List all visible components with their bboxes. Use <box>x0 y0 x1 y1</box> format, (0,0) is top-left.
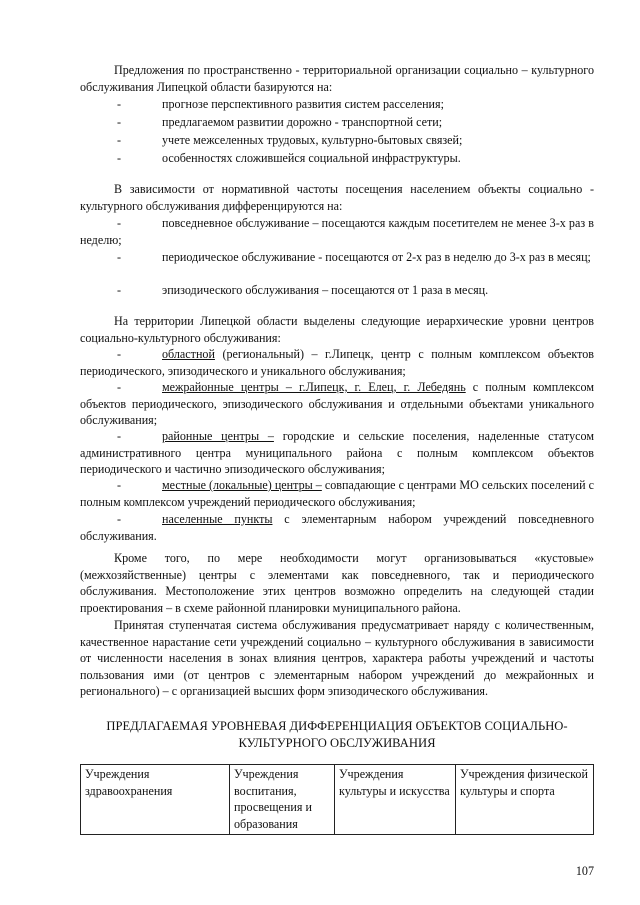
table-header-row <box>81 765 594 835</box>
list-item <box>80 96 594 113</box>
list-dash: - <box>117 478 122 492</box>
table-header-cell: Учреждения воспитания, просвещения и образования <box>230 765 335 835</box>
table-header-cell: Учреждения физической культуры и спорта <box>456 765 594 835</box>
level-description: городские и сельские поселения, наделенные статусом административного центра муниципального района с полным комплексом объектов периодического и частично эпизодического обслуживания; <box>80 429 594 477</box>
list-item-text: повседневное обслуживание – посещаются каждым посетителем не менее 3-х раз в неделю; <box>80 216 594 247</box>
list-item-text: периодическое обслуживание - посещаются от 2-х раз в неделю до 3-х раз в месяц; <box>162 250 591 264</box>
list-item-text: предлагаемом развитии дорожно - транспортной сети; <box>162 115 443 129</box>
table-header-cell: Учреждения культуры и искусства <box>335 765 456 835</box>
list-item <box>80 150 594 167</box>
level-description: с полным комплексом объектов периодического, эпизодического обслуживания и отдельными объектами уникального обслуживания; <box>80 380 594 428</box>
level-description: (региональный) – г.Липецк, центр с полным комплексом объектов периодического, эпизодического и уникального обслуживания; <box>80 347 594 378</box>
list-item <box>80 428 594 478</box>
paragraph-proposals: Предложения по пространственно - территориальной организации социально – культурного обслуживания Липецкой области базируются на: <box>80 63 594 94</box>
level-description: с элементарным набором учреждений повседневного обслуживания. <box>80 512 594 543</box>
paragraph-frequency: В зависимости от нормативной частоты посещения населением объекты социально - культурного обслуживания дифференцируются на: <box>80 182 594 213</box>
institutions-table <box>80 764 594 835</box>
heading-line-2: КУЛЬТУРНОГО ОБСЛУЖИВАНИЯ <box>238 735 436 750</box>
paragraph-step-system: Принятая ступенчатая система обслуживания предусматривает наряду с количественным, качественное нарастание сети учреждений социально – культурного обслуживания в зависимости от численности населения в зонах влияния центров, характера работы учреждений и частоты пользования ими (от центров с элементарным набором учреждений до межрайонных и регионального) – с организацией высших форм эпизодического обслуживания. <box>80 618 594 699</box>
list-item <box>80 346 594 379</box>
list-dash: - <box>117 250 122 264</box>
list-dash: - <box>117 115 122 129</box>
list-item <box>80 114 594 131</box>
level-term: местные (локальные) центры – <box>162 478 322 492</box>
paragraph-cluster-centers: Кроме того, по мере необходимости могут организовываться «кустовые» (межхозяйственные) центры с элементами как повседневного, так и периодического обслуживания. Местоположение этих центров возможно определить на следующей стадии проектирования – в схеме районной планировки муниципального района. <box>80 551 594 615</box>
list-item-text: особенностях сложившейся социальной инфраструктуры. <box>162 151 461 165</box>
list-item-text: эпизодического обслуживания – посещаются от 1 раза в месяц. <box>162 283 489 297</box>
list-dash: - <box>117 216 122 230</box>
list-item <box>80 132 594 149</box>
level-term: областной <box>162 347 215 361</box>
list-item <box>80 215 594 248</box>
list-item <box>80 282 594 299</box>
list-dash: - <box>117 151 122 165</box>
list-dash: - <box>117 380 122 394</box>
level-description: совпадающие с центрами МО сельских поселений с полным комплексом учреждений периодического обслуживания; <box>80 478 595 509</box>
level-term: населенные пункты <box>162 512 273 526</box>
paragraph-levels: На территории Липецкой области выделены следующие иерархические уровни центров социально-культурного обслуживания: <box>80 314 594 345</box>
list-item <box>80 379 594 429</box>
list-dash: - <box>117 429 122 443</box>
list-dash: - <box>117 283 122 297</box>
list-item <box>80 477 594 510</box>
list-item <box>80 249 594 266</box>
list-item-text: учете межселенных трудовых, культурно-бытовых связей; <box>162 133 463 147</box>
list-item-text: прогнозе перспективного развития систем расселения; <box>162 97 444 111</box>
table-header-cell: Учреждения здравоохранения <box>81 765 230 835</box>
list-dash: - <box>117 512 122 526</box>
list-dash: - <box>117 133 122 147</box>
page-number: 107 <box>575 864 594 878</box>
level-term: межрайонные центры – г.Липецк, г. Елец, г. Лебедянь <box>162 380 466 394</box>
list-dash: - <box>117 97 122 111</box>
level-term: районные центры – <box>162 429 274 443</box>
heading-line-1: ПРЕДЛАГАЕМАЯ УРОВНЕВАЯ ДИФФЕРЕНЦИАЦИЯ ОБЪЕКТОВ СОЦИАЛЬНО- <box>106 719 568 733</box>
list-item <box>80 511 594 544</box>
list-dash: - <box>117 347 122 361</box>
section-heading <box>80 718 594 751</box>
